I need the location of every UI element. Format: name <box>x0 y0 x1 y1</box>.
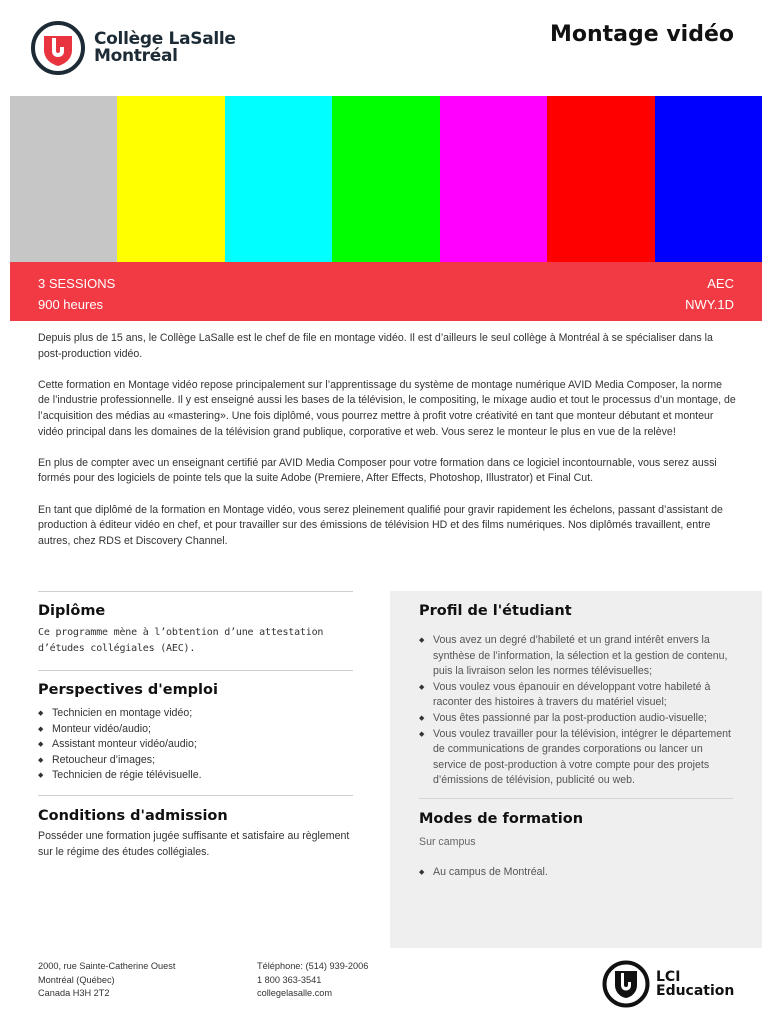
perspectives-list <box>38 706 353 784</box>
right-column-content <box>419 603 733 880</box>
tollfree-number[interactable]: 1 800 363-3541 <box>257 974 322 985</box>
list-item: ◆ Vous voulez travailler pour la télévision, intégrer le département de communications de grandes corporations ou lancer un service de post-production à votre compte pour des projets d’émissions de télévision, publicité ou web. <box>419 727 733 789</box>
diplome-heading: Diplôme <box>38 603 106 619</box>
address-line: 2000, rue Sainte-Catherine Ouest <box>38 961 176 971</box>
lci-logo-mark <box>602 960 650 1008</box>
college-logo-text <box>94 31 236 65</box>
list-item: ◆ Monteur vidéo/audio; <box>38 722 353 738</box>
modes-subtitle: Sur campus <box>419 835 476 848</box>
college-logo-mark <box>30 20 86 76</box>
color-bar-yellow <box>117 96 224 262</box>
lci-education-logo[interactable] <box>602 960 734 1008</box>
diplome-text: Ce programme mène à l’obtention d’une attestation d’études collégiales (AEC). <box>38 627 324 654</box>
modes-list <box>419 865 733 881</box>
intro-paragraph: En plus de compter avec un enseignant certifié par AVID Media Composer pour votre formation dans ce logiciel incontournable, vous serez aussi formés pour des logiciels de pointe tels que la suite Adobe (Premiere, After Effects, Photoshop, Illustrator) et Final Cut. <box>38 456 717 485</box>
band-right <box>685 273 734 315</box>
program-code: NWY.1D <box>685 297 734 312</box>
sessions-count: 3 SESSIONS <box>38 276 116 291</box>
college-logo[interactable] <box>30 20 236 76</box>
color-bars-banner <box>10 96 762 262</box>
list-item: ◆ Retoucheur d’images; <box>38 753 353 769</box>
website-link[interactable]: collegelasalle.com <box>257 988 333 998</box>
profil-heading: Profil de l'étudiant <box>419 603 572 619</box>
band-left <box>38 273 115 315</box>
lci-logo-text <box>656 970 734 998</box>
logo-line-1: Collège LaSalle <box>94 29 236 49</box>
program-info-band <box>10 262 762 321</box>
footer-contact <box>257 960 368 1001</box>
list-item: ◆ Vous avez un degré d’habileté et un grand intérêt envers la synthèse de l’information, la sélection et la gestion de contenu, puis la livraison selon les normes télévisuelles; <box>419 633 733 680</box>
modes-heading: Modes de formation <box>419 810 584 827</box>
color-bar-blue <box>655 96 762 262</box>
section-divider <box>38 670 353 671</box>
list-item: ◆ Vous voulez vous épanouir en développant votre habileté à raconter des histoires à travers du matériel visuel; <box>419 680 733 711</box>
lci-line-1: LCI <box>656 969 681 985</box>
list-item: ◆ Vous êtes passionné par la post-production audio-visuelle; <box>419 711 733 727</box>
list-item: ◆ Au campus de Montréal. <box>419 865 733 881</box>
list-item: ◆ Technicien de régie télévisuelle. <box>38 768 353 784</box>
color-bar-cyan <box>225 96 332 262</box>
list-item: ◆ Technicien en montage vidéo; <box>38 706 353 722</box>
intro-paragraph: Cette formation en Montage vidéo repose principalement sur l’apprentissage du système de montage numérique AVID Media Composer, la norme de l’industrie professionnelle. Il y est enseigné aussi les bases de la télévision, le compositing, le mixage audio et tout le processus d’un montage, de l’acquisition des médias au «mastering». Une fois diplômé, vous pourrez mettre à profit votre créativité en tant que monteur débutant et monteur vidéo principal dans les domaines de la télévision grand publique, corporative et web. Vous serez le monteur le plus en vue de la relève! <box>38 378 736 438</box>
right-column-panel <box>390 591 762 948</box>
program-type: AEC <box>707 276 734 291</box>
program-hours: 900 heures <box>38 297 104 312</box>
intro-paragraph: En tant que diplômé de la formation en Montage vidéo, vous serez pleinement qualifié pour gravir rapidement les échelons, passant d’assistant de production à éditeur vidéo en chef, et pour travailler sur des émissions de télévision HD et des films numériques. Nos diplômés travaillent, entre autres, chez RDS et Discovery Channel. <box>38 503 723 547</box>
conditions-heading: Conditions d'admission <box>38 807 228 824</box>
intro-text <box>38 331 736 565</box>
color-bar-magenta <box>440 96 547 262</box>
left-column <box>38 591 353 860</box>
color-bar-green <box>332 96 439 262</box>
conditions-text: Posséder une formation jugée suffisante et satisfaire au règlement sur le régime des études collégiales. <box>38 829 350 858</box>
color-bar-grey <box>10 96 117 262</box>
logo-line-2: Montréal <box>94 46 178 66</box>
intro-paragraph: Depuis plus de 15 ans, le Collège LaSalle est le chef de file en montage vidéo. Il est d’ailleurs le seul collège à Montréal à se spécialiser dans la post-production vidéo. <box>38 332 713 360</box>
list-item: ◆ Assistant monteur vidéo/audio; <box>38 737 353 753</box>
section-divider <box>38 795 353 796</box>
color-bar-red <box>547 96 654 262</box>
address-line: Canada H3H 2T2 <box>38 988 110 998</box>
lci-line-2: Education <box>656 983 735 999</box>
footer-address <box>38 960 175 1001</box>
profil-list <box>419 633 733 789</box>
section-divider <box>38 591 353 592</box>
perspectives-heading: Perspectives d'emploi <box>38 682 218 698</box>
section-divider <box>419 798 733 799</box>
phone-number[interactable]: Téléphone: (514) 939-2006 <box>257 961 369 971</box>
page-title: Montage vidéo <box>549 22 734 47</box>
address-line: Montréal (Québec) <box>38 974 115 985</box>
